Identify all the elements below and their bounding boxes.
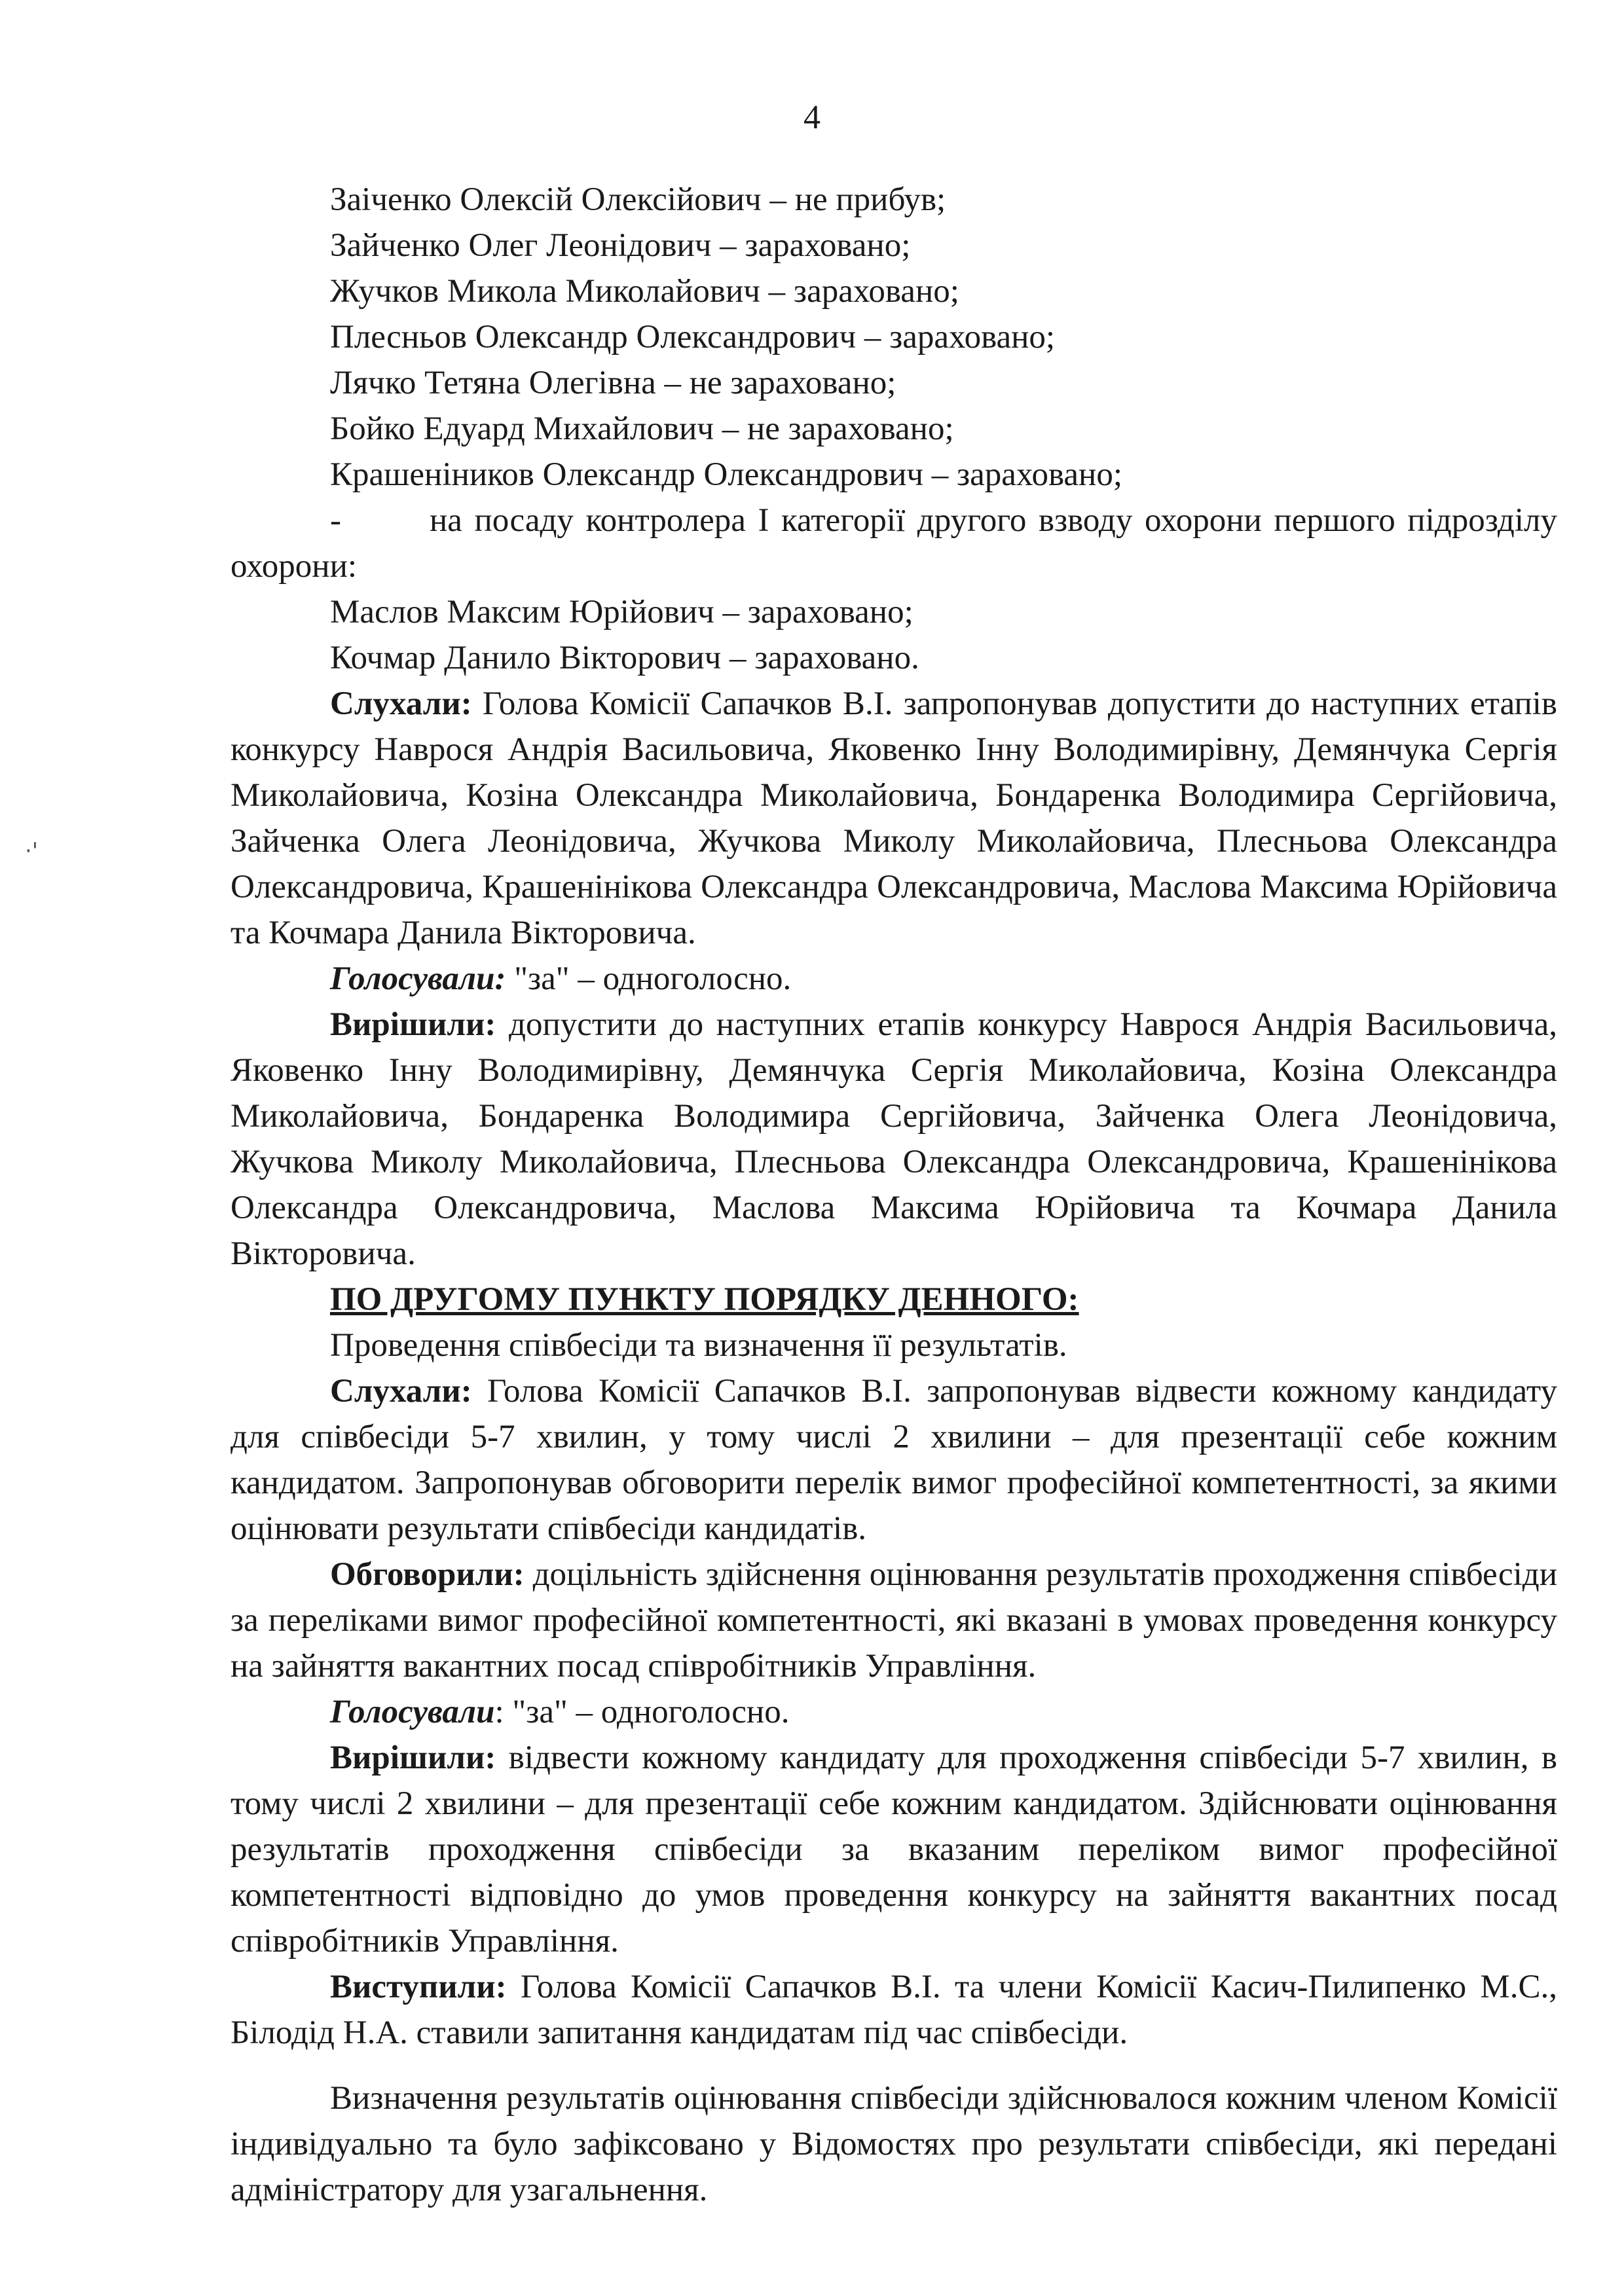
section-heading: ПО ДРУГОМУ ПУНКТУ ПОРЯДКУ ДЕННОГО:	[330, 1281, 1079, 1318]
discussed-text: доцільність здійснення оцінювання результатів проходження співбесіди за переліками вимог професійної компетентності, які вказані в умовах проведення конкурсу на зайняття вакантних посад співробітників Управління.	[231, 1556, 1557, 1685]
topic-line: Проведення співбесіди та визначення її результатів.	[330, 1327, 1067, 1364]
result-line: Жучков Микола Миколайович – зараховано;	[330, 273, 959, 310]
discussed-label: Обговорили:	[330, 1556, 525, 1593]
result-line: Кочмар Данило Вікторович – зараховано.	[330, 640, 919, 676]
result-line: Заіченко Олексій Олексійович – не прибув;	[330, 181, 946, 218]
decided-paragraph	[231, 1002, 1557, 1277]
position-text: на посаду контролера І категорії другого взводу охорони першого підрозділу охорони:	[231, 502, 1557, 585]
page-number: 4	[803, 99, 821, 136]
spoke-text: Голова Комісії Сапачков В.І. та члени Комісії Касич-Пилипенко М.С., Білодід Н.А. ставили запитання кандидатам під час співбесіди.	[231, 1969, 1557, 2051]
voted-label: Голосували	[330, 1694, 495, 1730]
position-item	[231, 498, 1557, 589]
decided-text: допустити до наступних етапів конкурсу Наврося Андрія Васильовича, Яковенко Інну Володимирівну, Демянчука Сергія Миколайовича, Козіна Олександра Миколайовича, Бондаренка Володимира Сергійовича, Зайченка Олега Леонідовича, Жучкова Миколу Миколайовича, Плесньова Олександра Олександровича, Крашенінікова Олександра Олександровича, Маслова Максима Юрійовича та Кочмара Данила Вікторовича.	[231, 1006, 1557, 1272]
decided-paragraph-2	[231, 1735, 1557, 1964]
heard-paragraph-2	[231, 1368, 1557, 1552]
result-line: Зайченко Олег Леонідович – зараховано;	[330, 227, 911, 264]
result-line: Бойко Едуард Михайлович – не зараховано;	[330, 410, 954, 447]
voted-text: "за" – одноголосно.	[506, 960, 792, 997]
document-body	[231, 177, 1557, 2213]
decided-label: Вирішили:	[330, 1740, 496, 1776]
discussed-paragraph	[231, 1552, 1557, 1689]
spoke-paragraph	[231, 1964, 1557, 2056]
voted-paragraph	[231, 956, 1557, 1002]
heard-label: Слухали:	[330, 1373, 472, 1410]
list-dash: -	[330, 502, 341, 539]
result-line: Лячко Тетяна Олегівна – не зараховано;	[330, 365, 896, 401]
result-line: Крашеніников Олександр Олександрович – зараховано;	[330, 456, 1123, 493]
results-list	[231, 177, 1557, 498]
heard-paragraph	[231, 681, 1557, 956]
paragraph-gap	[231, 2056, 1557, 2075]
final-paragraph: Визначення результатів оцінювання співбесіди здійснювалося кожним членом Комісії індивідуально та було зафіксовано у Відомостях про результати співбесіди, які передані адміністратору для узагальнення.	[231, 2080, 1557, 2208]
heard-label: Слухали:	[330, 685, 472, 722]
heard-text: Голова Комісії Сапачков В.І. запропонував допустити до наступних етапів конкурсу Наврося Андрія Васильовича, Яковенко Інну Володимирівну, Демянчука Сергія Миколайовича, Козіна Олександра Миколайовича, Бондаренка Володимира Сергійовича, Зайченка Олега Леонідовича, Жучкова Миколу Миколайовича, Плесньова Олександра Олександровича, Крашенінікова Олександра Олександровича, Маслова Максима Юрійовича та Кочмара Данила Вікторовича.	[231, 685, 1557, 951]
voted-label: Голосували:	[330, 960, 506, 997]
result-line: Плесньов Олександр Олександрович – зараховано;	[330, 319, 1056, 355]
heard-text: Голова Комісії Сапачков В.І. запропонував відвести кожному кандидату для співбесіди 5-7 хвилин, у тому числі 2 хвилини – для презентації себе кожним кандидатом. Запропонував обговорити перелік вимог професійної компетентності, за якими оцінювати результати співбесіди кандидатів.	[231, 1373, 1557, 1547]
voted-paragraph-2	[231, 1689, 1557, 1735]
decided-label: Вирішили:	[330, 1006, 496, 1043]
decided-text: відвести кожному кандидату для проходження співбесіди 5-7 хвилин, в тому числі 2 хвилини – для презентації себе кожним кандидатом. Здійснювати оцінювання результатів проходження співбесіди за вказаним переліком вимог професійної компетентності відповідно до умов проведення конкурсу на зайняття вакантних посад співробітників Управління.	[231, 1740, 1557, 1959]
voted-text: : "за" – одноголосно.	[494, 1694, 790, 1730]
spoke-label: Виступили:	[330, 1969, 507, 2005]
margin-mark: ·'	[25, 838, 39, 864]
result-line: Маслов Максим Юрійович – зараховано;	[330, 594, 913, 630]
results-list-2	[231, 589, 1557, 681]
